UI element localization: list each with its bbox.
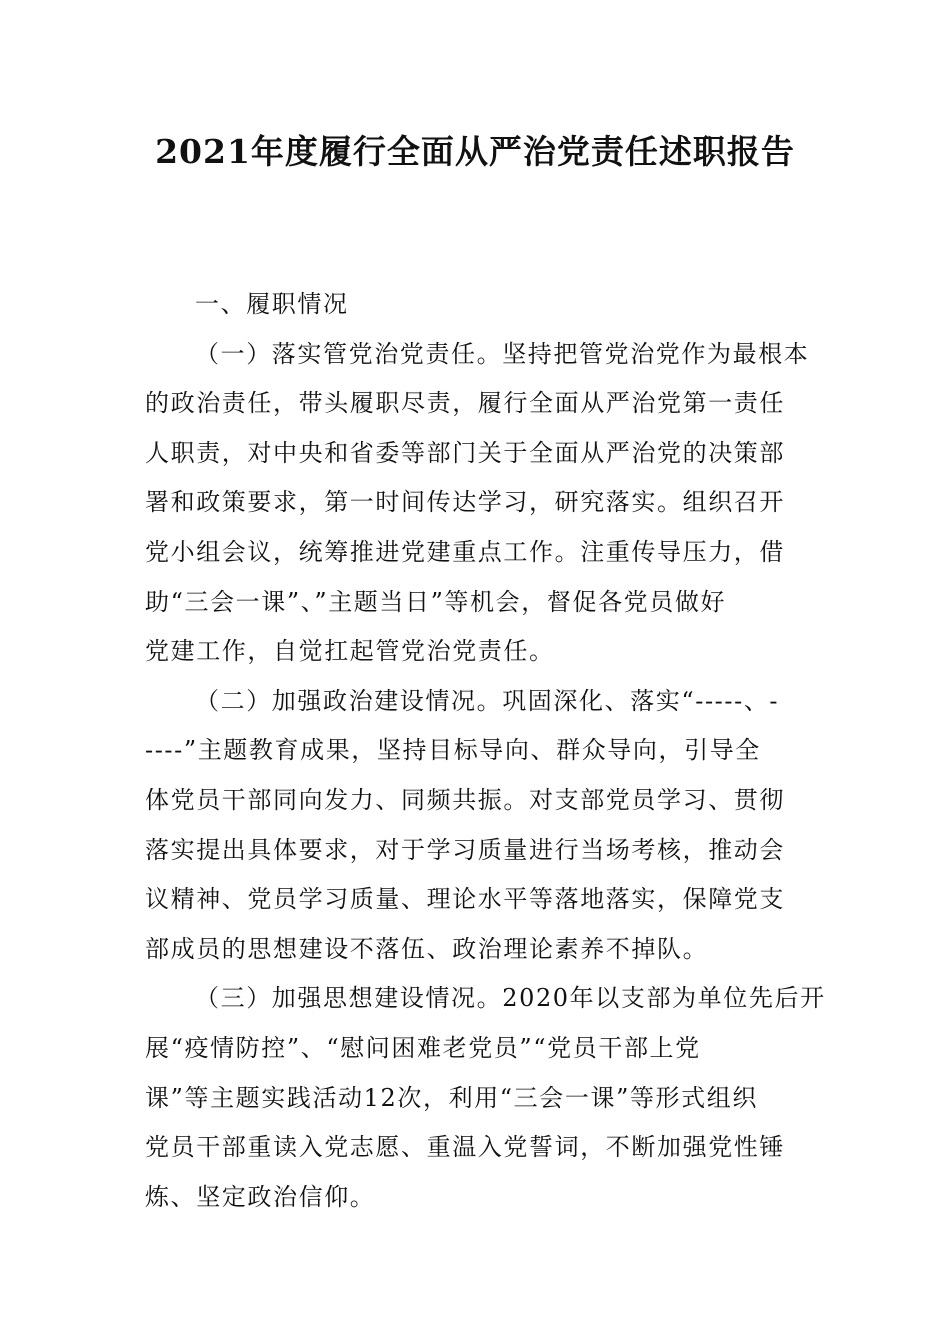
body-line: 课”等主题实践活动12次，利用“三会一课”等形式组织 xyxy=(145,1083,758,1112)
body-line: 体党员干部同向发力、同频共振。对支部党员学习、贯彻 xyxy=(145,785,785,814)
body-line: 一、履职情况 xyxy=(195,290,349,318)
body-line: 党员干部重读入党志愿、重温入党誓词，不断加强党性锤 xyxy=(145,1133,785,1162)
body-line: 部成员的思想建设不落伍、政治理论素养不掉队。 xyxy=(145,934,709,963)
document-title: 2021年度履行全面从严治党责任述职报告 xyxy=(155,132,795,171)
body-line: 炼、坚定政治信仰。 xyxy=(145,1182,376,1211)
body-line: 展“疫情防控”、“慰问困难老党员”“党员干部上党 xyxy=(145,1033,701,1062)
body-line: 落实提出具体要求，对于学习质量进行当场考核，推动会 xyxy=(145,835,785,864)
body-line: 议精神、党员学习质量、理论水平等落地落实，保障党支 xyxy=(145,885,785,914)
body-line: （三）加强思想建设情况。2020年以支部为单位先后开 xyxy=(195,984,826,1013)
document-body xyxy=(145,280,826,1222)
body-line: 人职责，对中央和省委等部门关于全面从严治党的决策部 xyxy=(145,438,785,467)
body-line: 党建工作，自觉扛起管党治党责任。 xyxy=(145,637,555,666)
body-line: （二）加强政治建设情况。巩固深化、落实“-----、- xyxy=(195,686,780,715)
body-line: 署和政策要求，第一时间传达学习，研究落实。组织召开 xyxy=(145,488,785,517)
body-line: 的政治责任，带头履职尽责，履行全面从严治党第一责任 xyxy=(145,389,785,418)
body-line: （一）落实管党治党责任。坚持把管党治党作为最根本 xyxy=(195,339,810,368)
body-line: 党小组会议，统筹推进党建重点工作。注重传导压力，借 xyxy=(145,537,785,566)
body-line: ----”主题教育成果，坚持目标导向、群众导向，引导全 xyxy=(145,736,761,765)
body-line: 助“三会一课”、”主题当日”等机会，督促各党员做好 xyxy=(145,587,727,616)
